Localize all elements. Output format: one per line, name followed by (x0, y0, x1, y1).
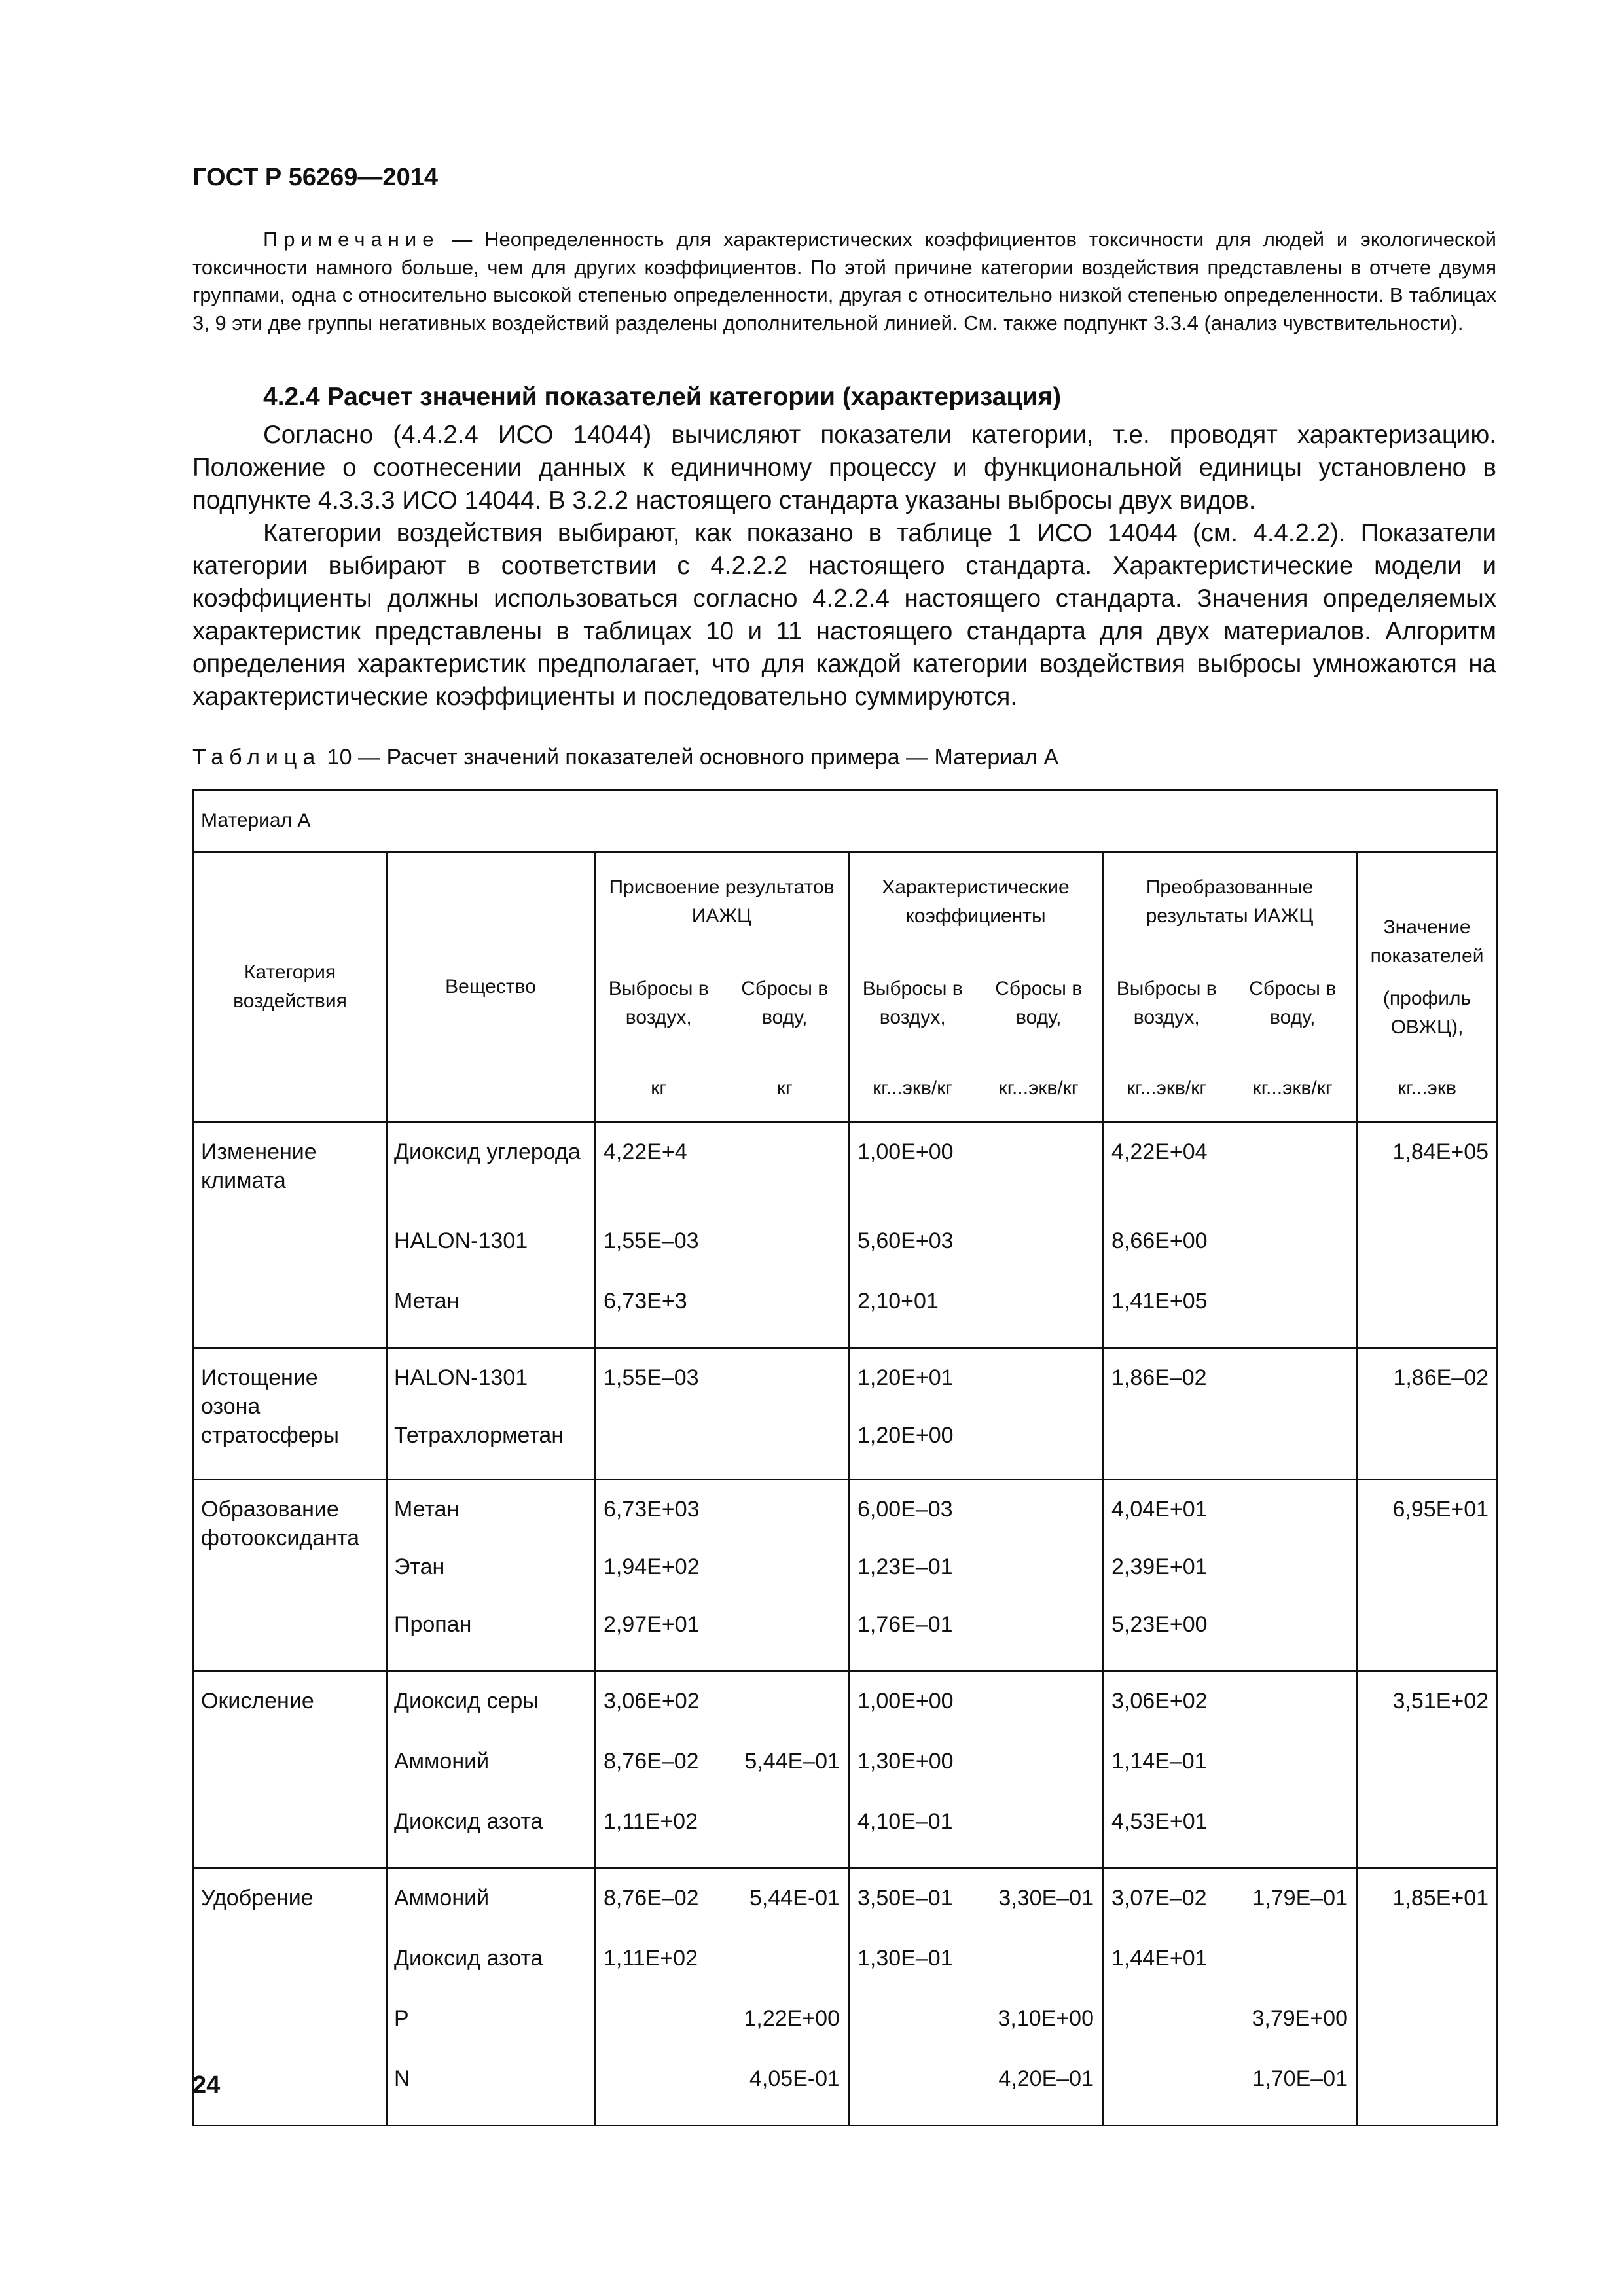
water-value: 3,10E+00 (998, 2006, 1094, 2031)
air-value: 2,10+01 (857, 1289, 939, 1314)
converted-cell (1103, 1869, 1357, 2126)
category-cell: Истощение озона стратосферы (194, 1348, 387, 1480)
substance-cell (387, 1480, 595, 1672)
substance-cell (387, 1122, 595, 1348)
water-value (722, 1421, 840, 1479)
category-cell: Изменение климата (194, 1122, 387, 1348)
air-value: 1,20E+00 (857, 1423, 954, 1448)
air-value: 4,53E+01 (1111, 1809, 1208, 1834)
air-value: 4,10E–01 (857, 1809, 953, 1834)
inventory-cell (595, 1672, 849, 1869)
indicator-value-cell: 3,51E+02 (1357, 1672, 1498, 1869)
air-value: 1,94E+02 (604, 1554, 700, 1579)
category-cell: Удобрение (194, 1869, 387, 2126)
water-value (976, 1807, 1094, 1867)
water-value (976, 1944, 1094, 2004)
table-caption-label: Таблица (192, 745, 321, 770)
water-value (1230, 1807, 1348, 1867)
converted-cell (1103, 1672, 1357, 1869)
substance-name: Аммоний (394, 1886, 490, 1910)
water-value (722, 1495, 840, 1552)
air-value: 1,30E–01 (857, 1946, 953, 1971)
water-value: 4,05E-01 (749, 2066, 840, 2091)
air-value: 1,55E–03 (604, 1229, 699, 1253)
substance-name: Диоксид углерода (394, 1139, 581, 1164)
body-text (192, 419, 1496, 713)
water-value (976, 1495, 1094, 1552)
table-row (194, 1480, 1498, 1672)
factor-cell (849, 1122, 1103, 1348)
substance-cell (387, 1672, 595, 1869)
water-value (976, 1363, 1094, 1421)
air-value: 1,11E+02 (604, 1946, 698, 1971)
converted-cell (1103, 1348, 1357, 1480)
table-row (194, 1122, 1498, 1348)
air-value: 6,00E–03 (857, 1497, 953, 1522)
air-value: 3,50E–01 (857, 1886, 953, 1910)
substance-name: Диоксид азота (394, 1946, 543, 1971)
water-value (976, 1421, 1094, 1479)
water-value (722, 1687, 840, 1747)
water-value (722, 1944, 840, 2004)
page-number: 24 (192, 2072, 221, 2099)
note-label: Примечание (263, 228, 440, 251)
substance-name: Метан (394, 1497, 460, 1522)
air-value: 6,73E+3 (604, 1289, 687, 1314)
indicator-value-cell: 6,95E+01 (1357, 1480, 1498, 1672)
water-value (1230, 1495, 1348, 1552)
water-value (1230, 1287, 1348, 1347)
factor-cell (849, 1672, 1103, 1869)
water-value (976, 1552, 1094, 1610)
inventory-cell (595, 1480, 849, 1672)
substance-name: Диоксид азота (394, 1809, 543, 1834)
air-value: 8,76E–02 (604, 1749, 699, 1774)
air-value: 2,97E+01 (604, 1612, 700, 1637)
water-value (1230, 1552, 1348, 1610)
air-value (1111, 2064, 1230, 2125)
water-value (722, 1807, 840, 1867)
category-cell: Окисление (194, 1672, 387, 1869)
air-value: 1,86E–02 (1111, 1365, 1207, 1390)
air-value: 1,00E+00 (857, 1689, 954, 1713)
air-value: 5,23E+00 (1111, 1612, 1208, 1637)
substance-name: P (394, 2006, 409, 2031)
inventory-cell (595, 1869, 849, 2126)
air-value: 1,11E+02 (604, 1809, 698, 1834)
water-value (1230, 1138, 1348, 1227)
water-value (1230, 1227, 1348, 1287)
indicator-value-cell: 1,84E+05 (1357, 1122, 1498, 1348)
paragraph-2: Категории воздействия выбирают, как показано в таблице 1 ИСО 14044 (см. 4.4.2.2). Показатели категории выбирают в соответствии с 4.2.2.2 настоящего стандарта. Характеристические модели и коэффициенты должны использоваться согласно 4.2.2.4 настоящего стандарта. Значения определяемых характеристик представлены в таблицах 10 и 11 настоящего стандарта для двух материалов. Алгоритм определения характеристик предполагает, что для каждой категории воздействия выбросы умножаются на характеристические коэффициенты и последовательно суммируются. (192, 519, 1496, 711)
water-value (722, 1610, 840, 1670)
air-value: 1,30E+00 (857, 1749, 954, 1774)
air-value: 1,44E+01 (1111, 1946, 1208, 1971)
factor-cell (849, 1480, 1103, 1672)
water-value (1230, 1944, 1348, 2004)
header-indicator-value: Значение показателей (профиль ОВЖЦ), кг...экв (1357, 852, 1498, 1122)
water-value (1230, 1687, 1348, 1747)
water-value (976, 1287, 1094, 1347)
water-value (976, 1227, 1094, 1287)
air-value: 4,22E+4 (604, 1139, 687, 1164)
table-caption (192, 745, 1058, 770)
substance-name: Метан (394, 1289, 460, 1314)
substance-cell (387, 1348, 595, 1480)
material-row: Материал А (194, 790, 1498, 852)
air-value: 1,00E+00 (857, 1139, 954, 1164)
water-value: 1,22E+00 (744, 2006, 840, 2031)
water-value (1230, 1421, 1348, 1479)
document-header: ГОСТ Р 56269—2014 (192, 164, 438, 191)
header-substance: Вещество (387, 852, 595, 1122)
air-value: 1,76E–01 (857, 1612, 953, 1637)
section-heading: 4.2.4 Расчет значений показателей категории (характеризация) (263, 383, 1062, 411)
water-value (722, 1363, 840, 1421)
header-group-inventory: Присвоение результатов ИАЖЦ Выбросы в воздух, кг Сбросы в воду, кг (595, 852, 849, 1122)
air-value (1111, 1421, 1230, 1479)
air-value: 4,04E+01 (1111, 1497, 1208, 1522)
category-cell: Образование фотооксиданта (194, 1480, 387, 1672)
header-category: Категория воздействия (194, 852, 387, 1122)
air-value: 3,07E–02 (1111, 1886, 1207, 1910)
substance-name: Этан (394, 1554, 445, 1579)
water-value: 3,30E–01 (998, 1886, 1094, 1910)
air-value: 1,23E–01 (857, 1554, 953, 1579)
air-value: 1,55E–03 (604, 1365, 699, 1390)
air-value: 6,73E+03 (604, 1497, 700, 1522)
water-value: 3,79E+00 (1252, 2006, 1348, 2031)
water-value (1230, 1610, 1348, 1670)
air-value: 1,14E–01 (1111, 1749, 1207, 1774)
table-caption-text: 10 — Расчет значений показателей основного примера — Материал А (321, 745, 1059, 770)
header-row (194, 852, 1498, 1122)
header-group-factors: Характеристические коэффициенты Выбросы в воздух, кг...экв/кг Сбросы в воду, кг...экв/кг (849, 852, 1103, 1122)
air-value: 1,20E+01 (857, 1365, 954, 1390)
water-value (976, 1610, 1094, 1670)
indicator-value-cell: 1,86E–02 (1357, 1348, 1498, 1480)
substance-name: Диоксид серы (394, 1689, 539, 1713)
water-value (976, 1687, 1094, 1747)
substance-name: HALON-1301 (394, 1229, 528, 1253)
note-text: — Неопределенность для характеристических коэффициентов токсичности для людей и экологической токсичности намного больше, чем для других коэффициентов. По этой причине категории воздействия представлены в отчете двумя группами, одна с относительно высокой степенью определенности, другая с относительно низкой степенью определенности. В таблицах 3, 9 эти две группы негативных воздействий разделены дополнительной линией. См. также подпункт 3.3.4 (анализ чувствительности). (192, 228, 1496, 334)
inventory-cell (595, 1348, 849, 1480)
substance-name: N (394, 2066, 410, 2091)
substance-cell (387, 1869, 595, 2126)
water-value (722, 1287, 840, 1347)
air-value: 1,41E+05 (1111, 1289, 1208, 1314)
indicator-value-cell: 1,85E+01 (1357, 1869, 1498, 2126)
water-value (1230, 1363, 1348, 1421)
air-value: 8,66E+00 (1111, 1229, 1208, 1253)
factor-cell (849, 1869, 1103, 2126)
air-value (1111, 2004, 1230, 2064)
substance-name: HALON-1301 (394, 1365, 528, 1390)
air-value: 4,22E+04 (1111, 1139, 1208, 1164)
substance-name: Аммоний (394, 1749, 490, 1774)
note-block (192, 226, 1496, 337)
converted-cell (1103, 1122, 1357, 1348)
water-value: 1,70E–01 (1252, 2066, 1348, 2091)
air-value (857, 2004, 976, 2064)
air-value (604, 2004, 722, 2064)
inventory-cell (595, 1122, 849, 1348)
paragraph-1: Согласно (4.4.2.4 ИСО 14044) вычисляют показатели категории, т.е. проводят характеризацию. Положение о соотнесении данных к единичному процессу и функциональной единицы установлено в подпункте 4.3.3.3 ИСО 14044. В 3.2.2 настоящего стандарта указаны выбросы двух видов. (192, 421, 1496, 514)
table-row (194, 1672, 1498, 1869)
water-value (976, 1747, 1094, 1807)
air-value: 3,06E+02 (604, 1689, 700, 1713)
water-value (722, 1227, 840, 1287)
water-value (1230, 1747, 1348, 1807)
water-value (976, 1138, 1094, 1227)
water-value: 5,44E–01 (744, 1749, 840, 1774)
header-group-converted: Преобразованные результаты ИАЖЦ Выбросы в воздух, кг...экв/кг Сбросы в воду, кг...экв/кг (1103, 852, 1357, 1122)
air-value (604, 1421, 722, 1479)
results-table (192, 789, 1498, 2126)
water-value (722, 1138, 840, 1227)
water-value: 4,20E–01 (998, 2066, 1094, 2091)
table-row (194, 1348, 1498, 1480)
converted-cell (1103, 1480, 1357, 1672)
air-value: 5,60E+03 (857, 1229, 954, 1253)
air-value: 8,76E–02 (604, 1886, 699, 1910)
substance-name: Пропан (394, 1612, 472, 1637)
water-value: 1,79E–01 (1252, 1886, 1348, 1910)
water-value: 5,44E-01 (749, 1886, 840, 1910)
air-value (604, 2064, 722, 2125)
factor-cell (849, 1348, 1103, 1480)
air-value: 2,39E+01 (1111, 1554, 1208, 1579)
air-value: 3,06E+02 (1111, 1689, 1208, 1713)
air-value (857, 2064, 976, 2125)
water-value (722, 1552, 840, 1610)
table-row (194, 1869, 1498, 2126)
substance-name: Тетрахлорметан (394, 1423, 564, 1448)
